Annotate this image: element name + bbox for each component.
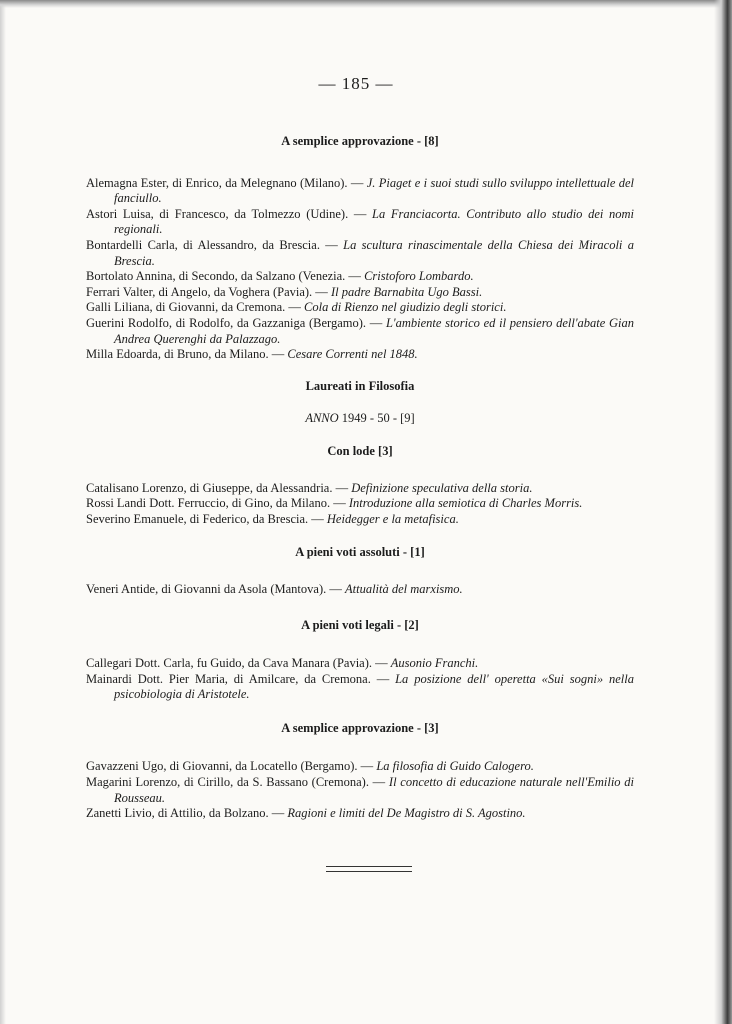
- academic-year: [86, 411, 634, 427]
- list-item: Catalisano Lorenzo, di Giuseppe, da Alessandria. — Definizione speculativa della storia.: [86, 480, 533, 495]
- entry-list-semplice-filosofia: [86, 759, 634, 821]
- list-item: Guerini Rodolfo, di Rodolfo, da Gazzaniga (Bergamo). — L'ambiente storico ed il pensiero dell'abate Gian Andrea Querenghi da Palazzago.: [86, 315, 635, 346]
- list-item: Magarini Lorenzo, di Cirillo, da S. Bassano (Cremona). — Il concetto di educazione naturale nell'Emilio di Rousseau.: [86, 775, 635, 805]
- list-item: Bontardelli Carla, di Alessandro, da Brescia. — La scultura rinascimentale della Chiesa dei Miracoli a Brescia.: [86, 237, 634, 268]
- section-heading-semplice-filosofia: A semplice approvazione - [3]: [281, 720, 439, 735]
- list-item: Alemagna Ester, di Enrico, da Melegnano (Milano). — J. Piaget e i suoi studi sullo sviluppo intellettuale del fanciullo.: [86, 175, 634, 206]
- page-left-shadow: [0, 0, 6, 1024]
- faculty-heading: Laureati in Filosofia: [305, 378, 415, 393]
- section-heading-semplice-lettere: A semplice approvazione - [8]: [281, 134, 439, 148]
- entry-list-semplice-lettere: [86, 176, 634, 363]
- list-item: Callegari Dott. Carla, fu Guido, da Cava Manara (Pavia). — Ausonio Franchi.: [86, 656, 479, 671]
- list-item: Bortolato Annina, di Secondo, da Salzano (Venezia. — Cristoforo Lombardo.: [86, 269, 474, 284]
- year-value: 1949 - 50 - [9]: [341, 411, 415, 426]
- entry-list-pieni-assoluti: [86, 582, 634, 598]
- section-heading-con-lode: Con lode [3]: [327, 443, 393, 458]
- page-number: — 185 —: [318, 74, 394, 93]
- document-body: [86, 134, 634, 822]
- closing-rule: [326, 866, 412, 872]
- list-item: Galli Liliana, di Giovanni, da Cremona. — Cola di Rienzo nel giudizio degli storici.: [86, 300, 507, 315]
- list-item: Astori Luisa, di Francesco, da Tolmezzo (Udine). — La Franciacorta. Contributo allo studio dei nomi regionali.: [86, 206, 634, 237]
- year-label: ANNO: [305, 411, 339, 426]
- page-top-shadow: [0, 0, 732, 8]
- list-item: Ferrari Valter, di Angelo, da Voghera (Pavia). — Il padre Barnabita Ugo Bassi.: [86, 284, 483, 299]
- entry-list-con-lode: [86, 481, 634, 528]
- page-right-shadow: [714, 0, 732, 1024]
- list-item: Mainardi Dott. Pier Maria, di Amilcare, da Cremona. — La posizione dell' operetta «Sui sogni» nella psicobiologia di Aristotele.: [86, 671, 634, 702]
- list-item: Milla Edoarda, di Bruno, da Milano. — Cesare Correnti nel 1848.: [86, 347, 418, 362]
- entry-list-pieni-legali: [86, 656, 634, 703]
- list-item: Veneri Antide, di Giovanni da Asola (Mantova). — Attualità del marxismo.: [86, 581, 463, 596]
- section-heading-pieni-legali: A pieni voti legali - [2]: [301, 618, 419, 633]
- list-item: Severino Emanuele, di Federico, da Brescia. — Heidegger e la metafisica.: [86, 511, 459, 526]
- list-item: Rossi Landi Dott. Ferruccio, di Gino, da Milano. — Introduzione alla semiotica di Charles Morris.: [86, 496, 583, 511]
- section-heading-pieni-assoluti: A pieni voti assoluti - [1]: [295, 545, 425, 560]
- list-item: Zanetti Livio, di Attilio, da Bolzano. — Ragioni e limiti del De Magistro di S. Agostino.: [86, 806, 526, 821]
- list-item: Gavazzeni Ugo, di Giovanni, da Locatello (Bergamo). — La filosofia di Guido Calogero.: [86, 759, 534, 774]
